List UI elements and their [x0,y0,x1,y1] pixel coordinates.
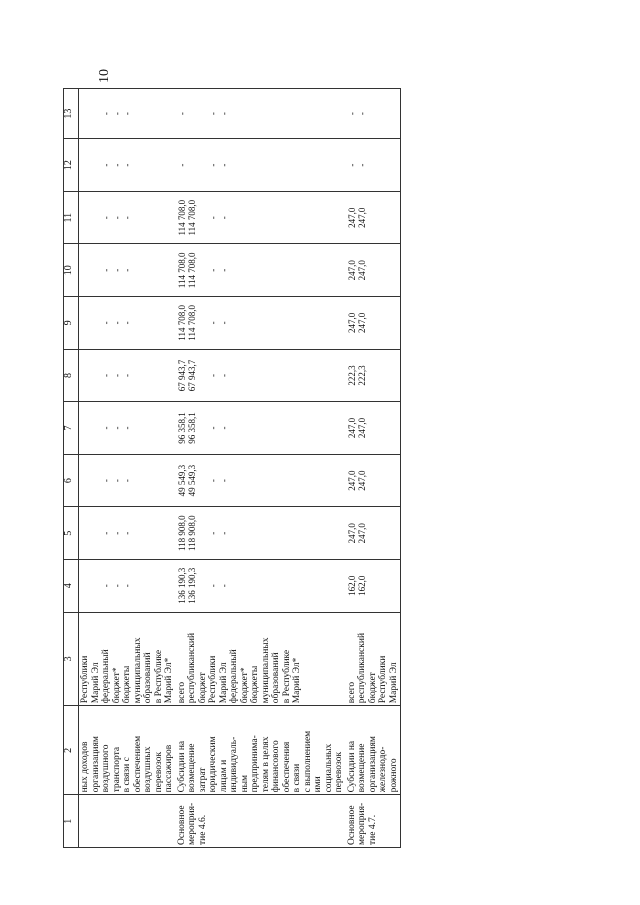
value-text: - [111,373,122,377]
cell-text-line: республиканский [357,632,367,704]
value-text: - [122,479,132,483]
cell-text-line: пассажиров [164,744,174,793]
cell-text-line: бюджет [197,672,208,704]
column-header-11: 11 [64,191,79,244]
value-text: - [101,216,111,220]
value-text: - [101,112,111,116]
value-text: 67 943,7 [187,359,197,392]
cell-text-line: с выполнением [302,730,313,793]
value-text [91,509,102,557]
cell-text-line: возмещение [357,743,367,793]
value-text: - [208,268,218,272]
value-text: 247,0 [346,312,357,333]
value-text: - [346,112,357,116]
header-row [64,89,79,848]
value-text [198,509,209,557]
budget-table [63,88,401,848]
value-text: - [208,163,218,167]
value-text: - [218,163,229,167]
value-cell [176,507,346,560]
value-text [198,91,209,136]
column-header-5: 5 [64,507,79,560]
cell-text-line: Субсидии на [176,740,187,793]
value-text: - [346,163,357,167]
value-text: 114 708,0 [187,305,197,341]
value-text [91,247,102,295]
column-header-10: 10 [64,244,79,297]
cell-text-line: транспорта [111,746,122,793]
value-text: - [208,216,218,220]
value-text: 222,3 [346,365,357,386]
value-text: 114 708,0 [176,305,187,341]
value-text: 162,0 [357,575,367,596]
value-text [198,194,209,242]
cell-text-line: в связи с [122,757,132,793]
cell-text-line: в Республике [153,649,164,704]
value-text: - [101,268,111,272]
value-text: - [101,321,111,325]
value-text: - [208,426,218,430]
value-text: - [218,321,229,325]
cell-text-line: обеспечением [132,735,143,793]
value-text: - [218,426,229,430]
cell-text-line: Субсидии на [346,740,357,793]
cell-text-line: Республики [378,655,388,704]
cell-text-line: ным [239,774,250,793]
value-text [80,457,91,505]
cell-text-line: муниципальных [260,637,271,704]
column-header-2: 2 [64,706,79,795]
value-cell [79,297,176,350]
value-cell [346,559,401,612]
value-text: 136 190,3 [176,567,187,604]
value-text: 247,0 [346,470,357,491]
value-text: - [218,531,229,535]
cell-text-line: затрат [197,767,208,793]
column-header-7: 7 [64,402,79,455]
value-text: 96 358,1 [187,412,197,444]
value-text: 136 190,3 [187,567,197,604]
cell-text-line: индивидуаль- [229,736,239,793]
value-text: - [122,163,132,167]
value-cell [346,349,401,402]
budget-table-rotated [63,88,583,848]
column-header-9: 9 [64,297,79,350]
value-cell [79,507,176,560]
cell-text-line: социальных [323,743,334,793]
cell-text-line: Республики [80,655,90,704]
value-text: - [111,426,122,430]
value-text: 49 549,3 [187,464,197,497]
value-text: - [101,426,111,430]
cell-text-line: тие 4.7. [367,814,378,845]
value-text [80,194,91,242]
cell-text-line: Марий Эл [218,662,229,704]
value-text: 114 708,0 [187,199,197,236]
value-cell [79,454,176,507]
cell-text-line: лицам и [218,759,229,793]
value-text: 247,0 [357,260,367,281]
value-text [91,299,102,347]
value-cell [176,191,346,244]
cell-text-line: телям в целях [260,736,271,793]
value-text: - [111,112,122,116]
value-text: - [122,268,132,272]
cell-text-line: Марий Эл [90,662,101,704]
column-header-8: 8 [64,349,79,402]
value-text: - [122,112,132,116]
value-text: - [357,112,367,116]
cell-text-line: тие 4.6. [197,814,208,845]
value-text [80,404,91,452]
table-row [176,89,346,848]
value-text [187,91,198,136]
value-cell [79,191,176,244]
cell-text-line: предпринима- [250,735,260,793]
value-text [91,194,102,242]
value-text: 114 708,0 [187,252,197,289]
cell-text-line: железнодо- [378,746,388,793]
value-cell [176,89,346,139]
cell-text-line: муниципальных [132,637,143,704]
value-text [198,562,209,610]
value-text [91,352,102,400]
value-text [198,299,209,347]
value-text: - [111,268,122,272]
cell-text-line: ных доходов [80,741,90,793]
value-text: - [101,479,111,483]
cell-text-line: всего [346,681,357,704]
value-text: - [111,216,122,220]
value-text: - [218,112,229,116]
value-text: - [176,112,187,116]
value-text: - [357,163,367,167]
value-text [198,352,209,400]
value-text [80,562,91,610]
value-text: - [218,584,229,588]
value-text: 247,0 [346,207,357,228]
value-cell [79,402,176,455]
cell-c1 [176,795,346,848]
value-text: - [111,584,122,588]
value-text [91,404,102,452]
value-cell [346,244,401,297]
value-text [198,457,209,505]
value-text: 222,3 [357,365,367,386]
value-text: - [122,216,132,220]
value-cell [346,297,401,350]
cell-c1 [346,795,401,848]
value-text [80,141,91,189]
value-text: - [208,373,218,377]
cell-text-line: республиканский [187,632,197,704]
value-text: - [218,479,229,483]
value-text: 247,0 [346,260,357,281]
cell-text-line: финансового [271,740,281,793]
value-text [80,247,91,295]
cell-text-line: Основное [176,805,187,845]
cell-text-line: организациям [367,736,378,793]
value-text [80,91,91,136]
cell-text-line: юридическим [208,736,218,793]
value-text [80,299,91,347]
cell-text-line: бюджет* [239,667,250,704]
value-cell [346,402,401,455]
value-cell [176,349,346,402]
value-text: - [122,426,132,430]
cell-c2 [79,706,176,795]
cell-text-line: образований [271,652,281,704]
cell-c3 [79,612,176,706]
table-row [346,89,401,848]
value-cell [346,191,401,244]
cell-text-line: Марий Эл [388,662,399,704]
value-cell [176,559,346,612]
value-text: - [101,584,111,588]
value-text [198,141,209,189]
value-cell [346,139,401,192]
column-header-12: 12 [64,139,79,192]
value-text: - [101,531,111,535]
cell-text-line: всего [176,681,187,704]
cell-text-line: организациям [90,736,101,793]
column-header-3: 3 [64,612,79,706]
value-text: - [208,531,218,535]
value-text: - [208,321,218,325]
value-text: 114 708,0 [176,252,187,289]
column-header-13: 13 [64,89,79,139]
value-cell [79,244,176,297]
value-text: - [111,479,122,483]
value-text: 247,0 [346,417,357,439]
value-text: - [208,112,218,116]
value-text: - [101,373,111,377]
column-header-4: 4 [64,559,79,612]
value-text [80,509,91,557]
value-text: - [176,163,187,167]
cell-text-line: возмещение [187,743,197,793]
cell-text-line: ими [313,776,323,793]
value-text: - [111,321,122,325]
cell-text-line: обеспечения [281,741,292,793]
cell-text-line: в связи [292,763,302,793]
value-text [91,141,102,189]
value-cell [346,89,401,139]
value-cell [79,559,176,612]
cell-text-line: Марий Эл* [164,657,174,704]
cell-text-line: бюджеты [122,665,132,704]
cell-c1 [79,795,176,848]
value-text: - [122,584,132,588]
cell-text-line: бюджет* [111,667,122,704]
value-text: - [218,268,229,272]
value-text: 114 708,0 [176,199,187,236]
value-text: 247,0 [357,312,367,333]
value-cell [79,89,176,139]
value-cell [176,454,346,507]
cell-text-line: воздушных [143,746,153,793]
cell-text-line: федеральный [229,649,239,704]
value-text [91,91,102,136]
page-number: 10 [97,69,112,83]
cell-text-line: перевозок [334,751,344,793]
value-text: 118 908,0 [187,515,197,552]
value-text [91,457,102,505]
cell-text-line: федеральный [101,649,111,704]
value-cell [79,139,176,192]
value-text: - [218,373,229,377]
cell-c2 [346,706,401,795]
table-row [79,89,176,848]
cell-text-line: рожного [388,758,399,793]
value-text: 118 908,0 [176,515,187,552]
cell-text-line: образований [143,652,153,704]
value-text: - [208,479,218,483]
value-text [198,404,209,452]
value-cell [176,297,346,350]
value-text: 247,0 [357,470,367,491]
value-text: - [101,163,111,167]
value-text: 49 549,3 [176,464,187,497]
value-text: 162,0 [346,575,357,596]
column-header-1: 1 [64,795,79,848]
cell-text-line: мероприя- [187,802,197,845]
cell-text-line: бюджет [367,672,378,704]
value-text: 247,0 [346,523,357,544]
value-cell [346,454,401,507]
column-header-6: 6 [64,454,79,507]
cell-text-line: перевозок [153,751,164,793]
value-text [198,247,209,295]
value-text: - [111,531,122,535]
value-text: 247,0 [357,417,367,439]
value-text: - [122,373,132,377]
value-cell [79,349,176,402]
value-text: 96 358,1 [176,412,187,444]
cell-text-line: Республики [208,655,218,704]
cell-text-line: Основное [346,805,357,845]
value-text: 247,0 [357,207,367,228]
value-cell [176,139,346,192]
cell-c2 [176,706,346,795]
cell-c3 [346,612,401,706]
value-cell [176,244,346,297]
value-cell [346,507,401,560]
cell-text-line: в Республике [281,649,292,704]
value-text: - [122,531,132,535]
cell-text-line: Марий Эл* [292,657,302,704]
value-text: 247,0 [357,523,367,544]
value-text [91,562,102,610]
value-text: 67 943,7 [176,359,187,392]
cell-c3 [176,612,346,706]
table-body [79,89,401,848]
cell-text-line: мероприя- [357,802,367,845]
cell-text-line: воздушного [101,744,111,793]
value-text: - [122,321,132,325]
value-cell [176,402,346,455]
value-text [80,352,91,400]
value-text [187,141,198,189]
value-text: - [218,216,229,220]
value-text: - [208,584,218,588]
value-text: - [111,163,122,167]
cell-text-line: бюджеты [250,665,260,704]
